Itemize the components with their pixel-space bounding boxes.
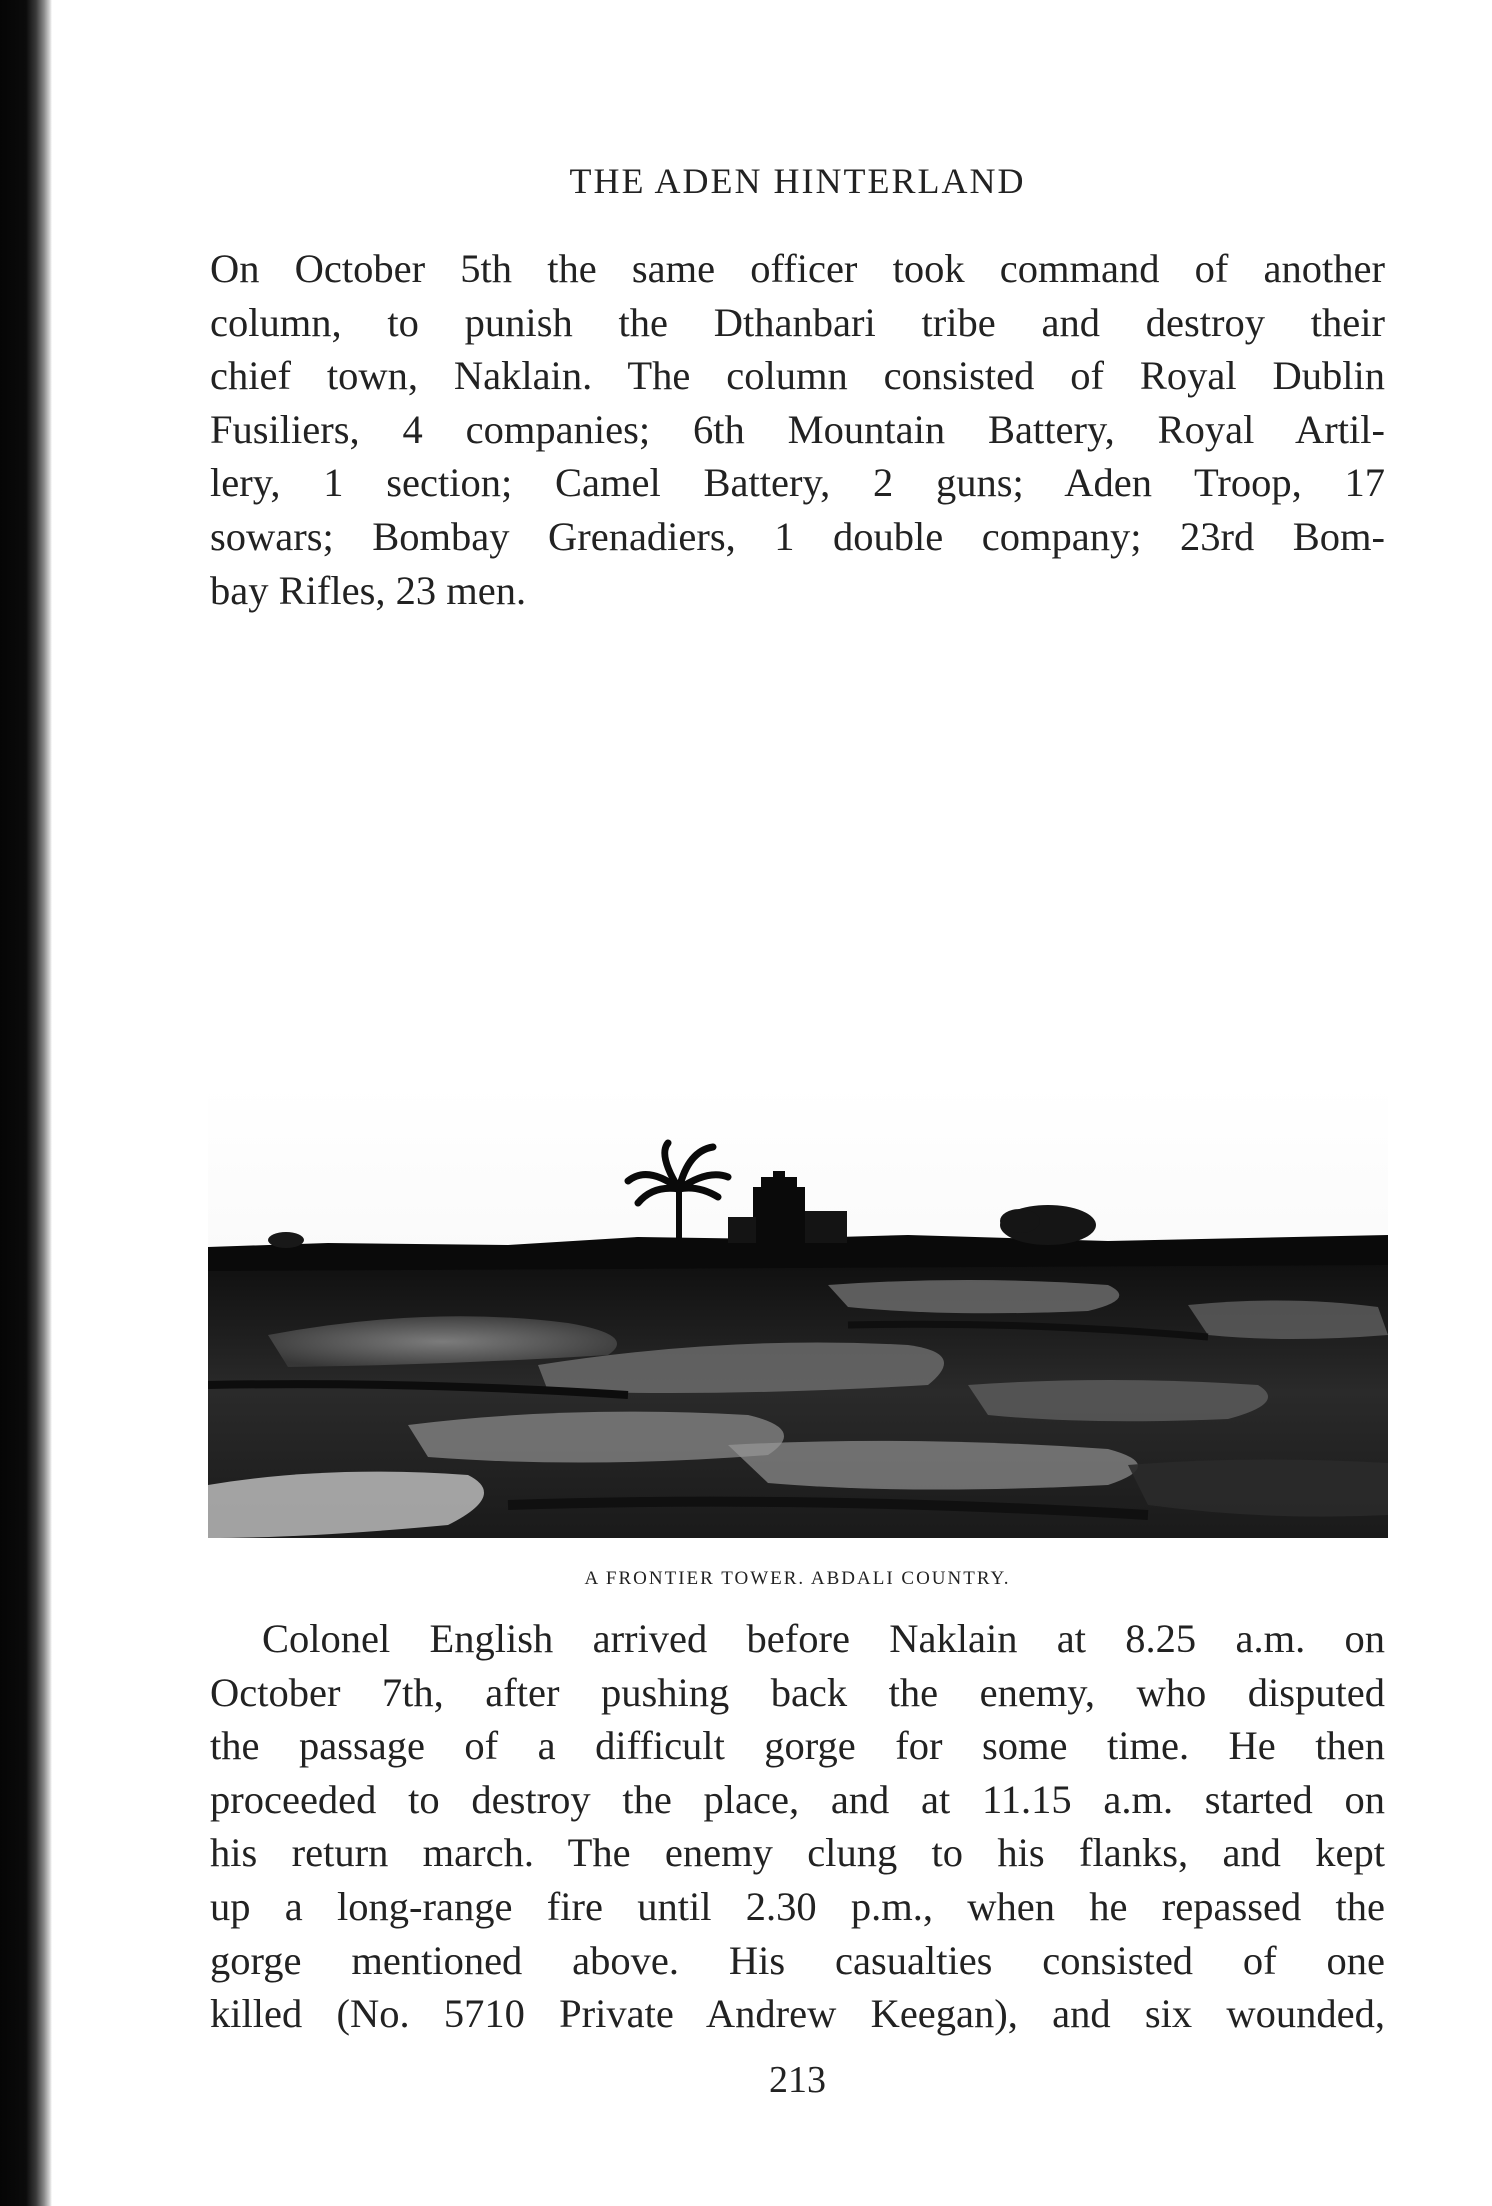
- paragraph-line: chief town, Naklain. The column consisted of Royal Dublin: [210, 353, 1385, 399]
- paragraph-line: his return march. The enemy clung to his flanks, and kept: [210, 1830, 1385, 1876]
- frontier-tower-photograph: [208, 1085, 1388, 1538]
- paragraph-line: Colonel English arrived before Naklain at 8.25 a.m. on: [262, 1616, 1385, 1661]
- page-binding-edge: [0, 0, 52, 2206]
- paragraph-line: column, to punish the Dthanbari tribe and destroy their: [210, 299, 1385, 345]
- paragraph-line: Fusiliers, 4 companies; 6th Mountain Battery, Royal Artil-: [210, 406, 1385, 452]
- paragraph-line: On October 5th the same officer took command of another: [210, 246, 1385, 291]
- paragraph-2: [210, 1612, 1385, 2041]
- photograph-image: [208, 1085, 1388, 1538]
- paragraph-line: up a long-range fire until 2.30 p.m., when he repassed the: [210, 1883, 1385, 1929]
- page-number: 213: [769, 2059, 826, 2101]
- paragraph-line: October 7th, after pushing back the enemy, who disputed: [210, 1669, 1385, 1715]
- paragraph-line: the passage of a difficult gorge for some time. He then: [210, 1723, 1385, 1769]
- figure-caption: A FRONTIER TOWER. ABDALI COUNTRY.: [584, 1568, 1011, 1589]
- paragraph-line: killed (No. 5710 Private Andrew Keegan), and six wounded,: [210, 1991, 1385, 2037]
- paragraph-line: gorge mentioned above. His casualties consisted of one: [210, 1937, 1385, 1983]
- paragraph-1: [210, 242, 1385, 617]
- paragraph-line: sowars; Bombay Grenadiers, 1 double company; 23rd Bom-: [210, 513, 1385, 559]
- paragraph-line: bay Rifles, 23 men.: [210, 567, 527, 613]
- paragraph-line: lery, 1 section; Camel Battery, 2 guns; Aden Troop, 17: [210, 460, 1385, 506]
- paragraph-line: proceeded to destroy the place, and at 11.15 a.m. started on: [210, 1776, 1385, 1822]
- running-head: THE ADEN HINTERLAND: [569, 161, 1026, 201]
